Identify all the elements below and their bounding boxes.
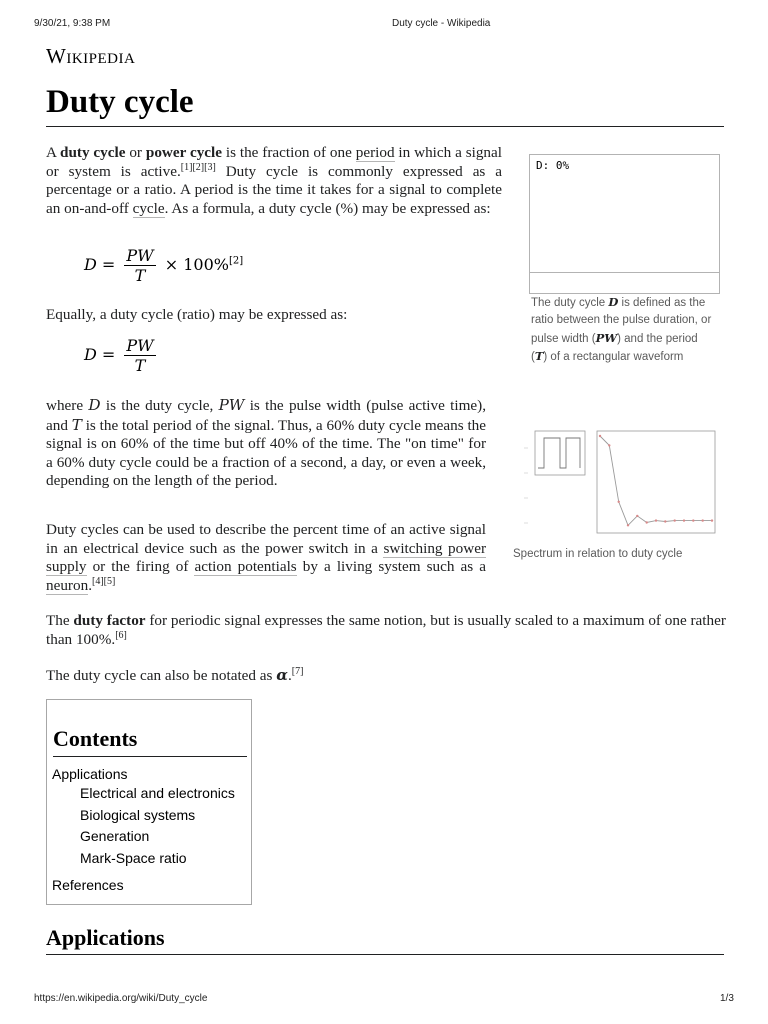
print-page-number: 1/3 (720, 993, 734, 1004)
spectrum-point (674, 519, 676, 521)
figure1-caption: The duty cycle D is defined as the ratio between the pulse duration, or pulse width (PW) and the period (T) of a rectangular waveform (531, 295, 712, 363)
wikipedia-logo[interactable]: Wikipedia (46, 44, 136, 68)
formula-ratio: D = $\frac{PW}{T}$ (84, 336, 154, 375)
spectrum-point (664, 520, 666, 522)
refs-1-3[interactable]: [1][2][3] (180, 161, 216, 173)
ref-2[interactable]: [2] (228, 255, 244, 267)
term-duty-factor: duty factor (73, 612, 146, 629)
intro-paragraph: A duty cycle or power cycle is the fraction of one period in which a signal or system is active.[1][2][3] Duty cycle is commonly expressed as a percentage or a ratio. A period is the time it takes for a signal to complete an on-and-off cycle. As a formula, a duty cycle (%) may be expressed as: (46, 144, 503, 217)
print-doc-title: Duty cycle - Wikipedia (392, 18, 491, 29)
spectrum-point (702, 519, 704, 521)
spectrum-point (655, 519, 657, 521)
refs-4-5[interactable]: [4][5] (91, 575, 116, 587)
link-cycle[interactable]: cycle (132, 199, 165, 217)
square-wave (538, 438, 580, 468)
axis-ticks (524, 448, 528, 523)
spectrum-point (646, 521, 648, 523)
toc-item-references[interactable]: References (52, 877, 124, 893)
plot-frame (597, 431, 715, 533)
toc-item-biological[interactable]: Biological systems (80, 807, 196, 823)
spectrum-point (627, 524, 629, 526)
duty-value-label: D: 0% (536, 159, 570, 172)
definition-paragraph: where D is the duty cycle, PW is the pulse width (pulse active time), and T is the total period of the signal. Thus, a 60% duty cycle means the signal is on 60% of the time but off 40% of the time. The "on time" for a 60% duty cycle could be a fraction of a second, a day, or even a week, depending on the length of the period. (46, 396, 486, 490)
ref-7[interactable]: [7] (291, 665, 304, 677)
spectrum-envelope-line (600, 436, 712, 525)
spectrum-plot (597, 431, 715, 533)
ref-6[interactable]: [6] (115, 629, 127, 641)
term-power-cycle: power cycle (145, 144, 222, 161)
spectrum-point (692, 519, 694, 521)
link-neuron[interactable]: neuron (46, 576, 89, 594)
alpha-paragraph: The duty cycle can also be notated as α.[7] (46, 665, 304, 684)
link-switching-power-supply[interactable]: switching power supply (46, 539, 486, 576)
spectrum-point (711, 519, 713, 521)
toc-title: Contents (53, 726, 138, 751)
square-wave-inset (535, 431, 585, 475)
link-action-potentials[interactable]: action potentials (194, 558, 297, 576)
formula-percent: D = $\frac{PW}{T}$ × 100%[2] (84, 246, 244, 285)
spectrum-point (636, 515, 638, 517)
spectrum-point (618, 501, 620, 503)
spectrum-point (683, 519, 685, 521)
spectrum-point (599, 435, 601, 437)
duty-factor-paragraph: The duty factor for periodic signal expresses the same notion, but is usually scaled to a maximum of one rather than 100%.[6] (46, 612, 726, 648)
print-datetime: 9/30/21, 9:38 PM (34, 18, 111, 29)
toc-title-rule (53, 756, 247, 757)
figure2-caption: Spectrum in relation to duty cycle (513, 548, 683, 560)
toc-item-applications[interactable]: Applications (52, 766, 128, 782)
toc-item-electrical[interactable]: Electrical and electronics (80, 785, 235, 801)
section-heading-applications: Applications (46, 925, 724, 955)
toc-item-generation[interactable]: Generation (80, 828, 150, 844)
ratio-intro: Equally, a duty cycle (ratio) may be expressed as: (46, 306, 348, 323)
applications-paragraph: Duty cycles can be used to describe the percent time of an active signal in an electrical device such as the power switch in a switching power supply or the firing of action potentials by a living system such as a neuron.[4][5] (46, 521, 486, 594)
waveform-baseline (530, 272, 719, 273)
term-duty-cycle: duty cycle (60, 144, 126, 161)
toc-item-mark-space[interactable]: Mark-Space ratio (80, 850, 187, 866)
link-period[interactable]: period (355, 144, 395, 161)
duty-cycle-animation (529, 154, 720, 294)
spectrum-point (608, 444, 610, 446)
print-url: https://en.wikipedia.org/wiki/Duty_cycle (34, 993, 208, 1004)
spectrum-lines (599, 435, 713, 527)
page-title: Duty cycle (46, 82, 724, 127)
table-of-contents (46, 699, 252, 905)
spectrum-figure (510, 428, 720, 536)
